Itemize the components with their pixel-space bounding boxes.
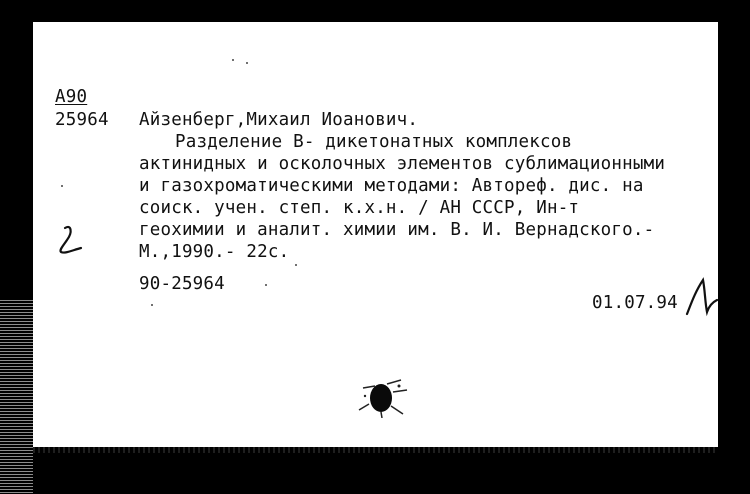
ink-blot-icon bbox=[355, 374, 411, 418]
scan-speck bbox=[232, 59, 234, 61]
handwritten-initial-icon bbox=[683, 274, 718, 318]
scan-speck bbox=[265, 284, 267, 286]
handwritten-mark-icon bbox=[55, 222, 85, 258]
title-line-1: Разделение В- дикетонатных комплексов bbox=[175, 132, 573, 152]
scan-speck bbox=[151, 304, 153, 306]
catalog-card bbox=[33, 22, 718, 447]
accession-number: 90-25964 bbox=[139, 274, 225, 294]
scan-bottom-edge-noise bbox=[33, 447, 718, 453]
title-line-5: геохимии и аналит. химии им. В. И. Вернадского.- bbox=[139, 220, 655, 240]
card-number: 25964 bbox=[55, 110, 109, 130]
author-heading: Айзенберг,Михаил Иоанович. bbox=[139, 110, 419, 130]
scan-speck bbox=[61, 185, 63, 187]
scan-speck bbox=[246, 62, 248, 64]
title-line-3: и газохроматическими методами: Автореф. дис. на bbox=[139, 176, 644, 196]
imprint-line: М.,1990.- 22с. bbox=[139, 242, 290, 262]
scan-speck bbox=[295, 264, 297, 266]
title-line-2: актинидных и осколочных элементов сублимационными bbox=[139, 154, 666, 174]
date-stamp: 01.07.94 bbox=[592, 293, 678, 313]
title-line-4: соиск. учен. степ. к.х.н. / АН СССР, Ин-т bbox=[139, 198, 580, 218]
shelf-mark: А90 bbox=[55, 87, 88, 107]
scan-left-edge-noise bbox=[0, 300, 33, 494]
